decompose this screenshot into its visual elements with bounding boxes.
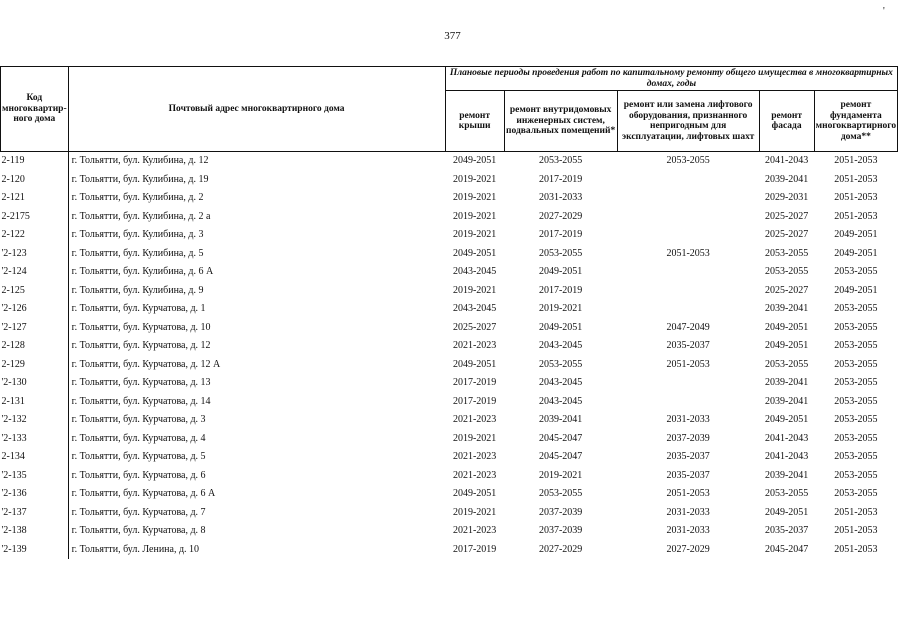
cell-elevator: 2031-2033 [666,506,710,518]
cell-address: г. Тольятти, бул. Кулибина, д. 9 [71,284,204,296]
cell-systems: 2053-2055 [538,247,583,259]
cell-foundation: 2051-2053 [834,173,878,185]
cell-address: г. Тольятти, бул. Кулибина, д. 5 [71,247,204,259]
cell-foundation: 2051-2053 [834,506,878,518]
cell-foundation: 2053-2055 [834,395,878,407]
cell-address: г. Тольятти, бул. Кулибина, д. 6 А [71,266,214,278]
cell-systems: 2039-2041 [538,414,583,426]
cell-code: 2-122 [1,226,69,245]
cell-foundation: 2051-2053 [834,155,878,167]
cell-code: 2-125 [1,282,69,301]
cell-code: '2-139 [1,541,69,560]
cell-code: 2-2175 [1,208,69,227]
cell-facade: 2041-2043 [764,155,809,167]
cell-address: г. Тольятти, бул. Курчатова, д. 8 [71,525,206,537]
cell-systems: 2017-2019 [538,284,583,296]
cell-elevator [617,189,759,208]
cell-elevator: 2031-2033 [666,414,710,426]
table-row [1,337,898,356]
header-code: Код многоквартир-ного дома [1,67,69,152]
cell-elevator: 2035-2037 [666,340,710,352]
cell-elevator: 2051-2053 [666,358,710,370]
page-number: 377 [444,30,461,42]
cell-systems: 2027-2029 [538,210,583,222]
cell-systems: 2037-2039 [538,506,583,518]
cell-code: '2-130 [1,374,69,393]
cell-elevator: 2027-2029 [666,543,710,555]
header-foundation: ремонт фундамента многоквартирного дома** [814,91,898,152]
cell-address: г. Тольятти, бул. Курчатова, д. 14 [71,395,211,407]
cell-address: г. Тольятти, бул. Курчатова, д. 3 [71,414,206,426]
cell-code: 2-121 [1,189,69,208]
cell-foundation: 2053-2055 [834,321,878,333]
cell-systems: 2049-2051 [538,266,583,278]
cell-foundation: 2051-2053 [834,210,878,222]
table-body [1,152,898,560]
cell-code: '2-123 [1,245,69,264]
cell-systems: 2045-2047 [538,432,583,444]
cell-roof: 2021-2023 [452,525,497,537]
cell-elevator: 2051-2053 [666,488,710,500]
cell-systems: 2019-2021 [538,469,583,481]
cell-foundation: 2051-2053 [834,192,878,204]
cell-foundation: 2053-2055 [834,451,878,463]
cell-roof: 2019-2021 [452,432,497,444]
cell-code: '2-126 [1,300,69,319]
cell-elevator: 2047-2049 [666,321,710,333]
cell-roof: 2019-2021 [452,229,497,241]
table-row [1,467,898,486]
table-row [1,356,898,375]
corner-mark: ' [883,6,885,17]
cell-foundation: 2053-2055 [834,266,878,278]
cell-code: '2-132 [1,411,69,430]
cell-address: г. Тольятти, бул. Курчатова, д. 1 [71,303,206,315]
cell-roof: 2049-2051 [452,358,497,370]
table-row [1,319,898,338]
cell-elevator [617,393,759,412]
repair-schedule-table [0,66,898,559]
cell-facade: 2039-2041 [764,469,809,481]
cell-facade: 2025-2027 [764,284,809,296]
cell-facade: 2039-2041 [764,173,809,185]
cell-roof: 2019-2021 [452,506,497,518]
cell-systems: 2053-2055 [538,488,583,500]
cell-roof: 2019-2021 [452,210,497,222]
cell-address: г. Тольятти, бул. Курчатова, д. 6 [71,469,206,481]
cell-elevator [617,208,759,227]
header-roof: ремонт крыши [445,91,504,152]
cell-facade: 2053-2055 [764,247,809,259]
cell-systems: 2027-2029 [538,543,583,555]
cell-address: г. Тольятти, бул. Курчатова, д. 6 А [71,488,216,500]
cell-address: г. Тольятти, бул. Кулибина, д. 2 а [71,210,211,222]
cell-address: г. Тольятти, бул. Курчатова, д. 13 [71,377,211,389]
cell-systems: 2043-2045 [538,395,583,407]
header-elevator: ремонт или замена лифтового оборудования, признанного непригодным для эксплуатации, лифтовых шахт [617,91,759,152]
cell-roof: 2021-2023 [452,340,497,352]
cell-address: г. Тольятти, бул. Курчатова, д. 10 [71,321,211,333]
cell-roof: 2019-2021 [452,173,497,185]
table-header [1,67,898,152]
table-row [1,541,898,560]
cell-roof: 2021-2023 [452,469,497,481]
cell-address: г. Тольятти, бул. Курчатова, д. 7 [71,506,206,518]
cell-roof: 2017-2019 [452,395,497,407]
cell-foundation: 2053-2055 [834,340,878,352]
cell-facade: 2039-2041 [764,377,809,389]
cell-facade: 2049-2051 [764,340,809,352]
table-row [1,485,898,504]
cell-foundation: 2053-2055 [834,358,878,370]
cell-facade: 2049-2051 [764,506,809,518]
cell-roof: 2025-2027 [452,321,497,333]
header-address: Почтовый адрес многоквартирного дома [68,67,445,152]
cell-code: 2-129 [1,356,69,375]
cell-address: г. Тольятти, бул. Кулибина, д. 19 [71,173,209,185]
cell-facade: 2053-2055 [764,358,809,370]
cell-facade: 2041-2043 [764,451,809,463]
cell-systems: 2043-2045 [538,377,583,389]
cell-facade: 2039-2041 [764,395,809,407]
table-row [1,189,898,208]
cell-systems: 2049-2051 [538,321,583,333]
cell-elevator: 2035-2037 [666,451,710,463]
cell-elevator [617,300,759,319]
header-systems: ремонт внутридомовых инженерных систем, подвальных помещений* [504,91,617,152]
cell-elevator: 2031-2033 [666,525,710,537]
cell-facade: 2049-2051 [764,321,809,333]
cell-facade: 2053-2055 [764,266,809,278]
cell-roof: 2049-2051 [452,155,497,167]
cell-systems: 2031-2033 [538,192,583,204]
cell-facade: 2049-2051 [764,414,809,426]
cell-systems: 2043-2045 [538,340,583,352]
table-row [1,522,898,541]
cell-address: г. Тольятти, бул. Курчатова, д. 5 [71,451,206,463]
cell-foundation: 2049-2051 [834,284,878,296]
cell-code: 2-134 [1,448,69,467]
table-row [1,171,898,190]
cell-systems: 2017-2019 [538,173,583,185]
cell-facade: 2045-2047 [764,543,809,555]
cell-systems: 2045-2047 [538,451,583,463]
cell-code: '2-136 [1,485,69,504]
header-facade: ремонт фасада [759,91,814,152]
table-row [1,226,898,245]
cell-foundation: 2051-2053 [834,543,878,555]
cell-address: г. Тольятти, бул. Курчатова, д. 12 [71,340,211,352]
table-row [1,374,898,393]
table-row [1,504,898,523]
cell-systems: 2053-2055 [538,358,583,370]
cell-address: г. Тольятти, бул. Курчатова, д. 4 [71,432,206,444]
cell-facade: 2029-2031 [764,192,809,204]
cell-address: г. Тольятти, бул. Кулибина, д. 2 [71,192,204,204]
cell-foundation: 2051-2053 [834,525,878,537]
cell-code: '2-133 [1,430,69,449]
cell-address: г. Тольятти, бул. Ленина, д. 10 [71,543,200,555]
table-row [1,430,898,449]
cell-systems: 2037-2039 [538,525,583,537]
cell-code: '2-124 [1,263,69,282]
cell-elevator [617,263,759,282]
cell-foundation: 2053-2055 [834,377,878,389]
cell-foundation: 2053-2055 [834,414,878,426]
table-row [1,152,898,171]
cell-elevator [617,282,759,301]
cell-code: '2-137 [1,504,69,523]
cell-facade: 2025-2027 [764,210,809,222]
table-row [1,263,898,282]
cell-code: 2-119 [1,152,69,171]
cell-code: '2-138 [1,522,69,541]
table-row [1,411,898,430]
cell-facade: 2039-2041 [764,303,809,315]
cell-foundation: 2053-2055 [834,469,878,481]
cell-foundation: 2049-2051 [834,247,878,259]
table-row [1,282,898,301]
header-periods-group: Плановые периоды проведения работ по капитальному ремонту общего имущества в многоквартирных домах, годы [445,67,898,91]
cell-foundation: 2053-2055 [834,488,878,500]
cell-roof: 2021-2023 [452,451,497,463]
cell-facade: 2025-2027 [764,229,809,241]
cell-elevator: 2035-2037 [666,469,710,481]
cell-systems: 2017-2019 [538,229,583,241]
cell-elevator [617,171,759,190]
cell-elevator [617,226,759,245]
cell-code: '2-127 [1,319,69,338]
table-row [1,393,898,412]
cell-facade: 2035-2037 [764,525,809,537]
cell-elevator: 2037-2039 [666,432,710,444]
cell-code: '2-135 [1,467,69,486]
cell-elevator: 2051-2053 [666,247,710,259]
table-row [1,208,898,227]
cell-roof: 2019-2021 [452,192,497,204]
table-row [1,245,898,264]
cell-address: г. Тольятти, бул. Кулибина, д. 12 [71,155,209,167]
cell-roof: 2043-2045 [452,266,497,278]
table-row [1,300,898,319]
cell-roof: 2019-2021 [452,284,497,296]
cell-systems: 2053-2055 [538,155,583,167]
cell-roof: 2043-2045 [452,303,497,315]
cell-address: г. Тольятти, бул. Курчатова, д. 12 А [71,358,221,370]
cell-facade: 2041-2043 [764,432,809,444]
cell-roof: 2049-2051 [452,247,497,259]
cell-code: 2-120 [1,171,69,190]
cell-foundation: 2053-2055 [834,432,878,444]
cell-elevator [617,374,759,393]
cell-elevator: 2053-2055 [666,155,710,167]
cell-foundation: 2053-2055 [834,303,878,315]
cell-code: 2-128 [1,337,69,356]
cell-code: 2-131 [1,393,69,412]
cell-address: г. Тольятти, бул. Кулибина, д. 3 [71,229,204,241]
table-row [1,448,898,467]
cell-systems: 2019-2021 [538,303,583,315]
cell-roof: 2017-2019 [452,377,497,389]
cell-facade: 2053-2055 [764,488,809,500]
cell-roof: 2017-2019 [452,543,497,555]
cell-roof: 2049-2051 [452,488,497,500]
cell-foundation: 2049-2051 [834,229,878,241]
cell-roof: 2021-2023 [452,414,497,426]
